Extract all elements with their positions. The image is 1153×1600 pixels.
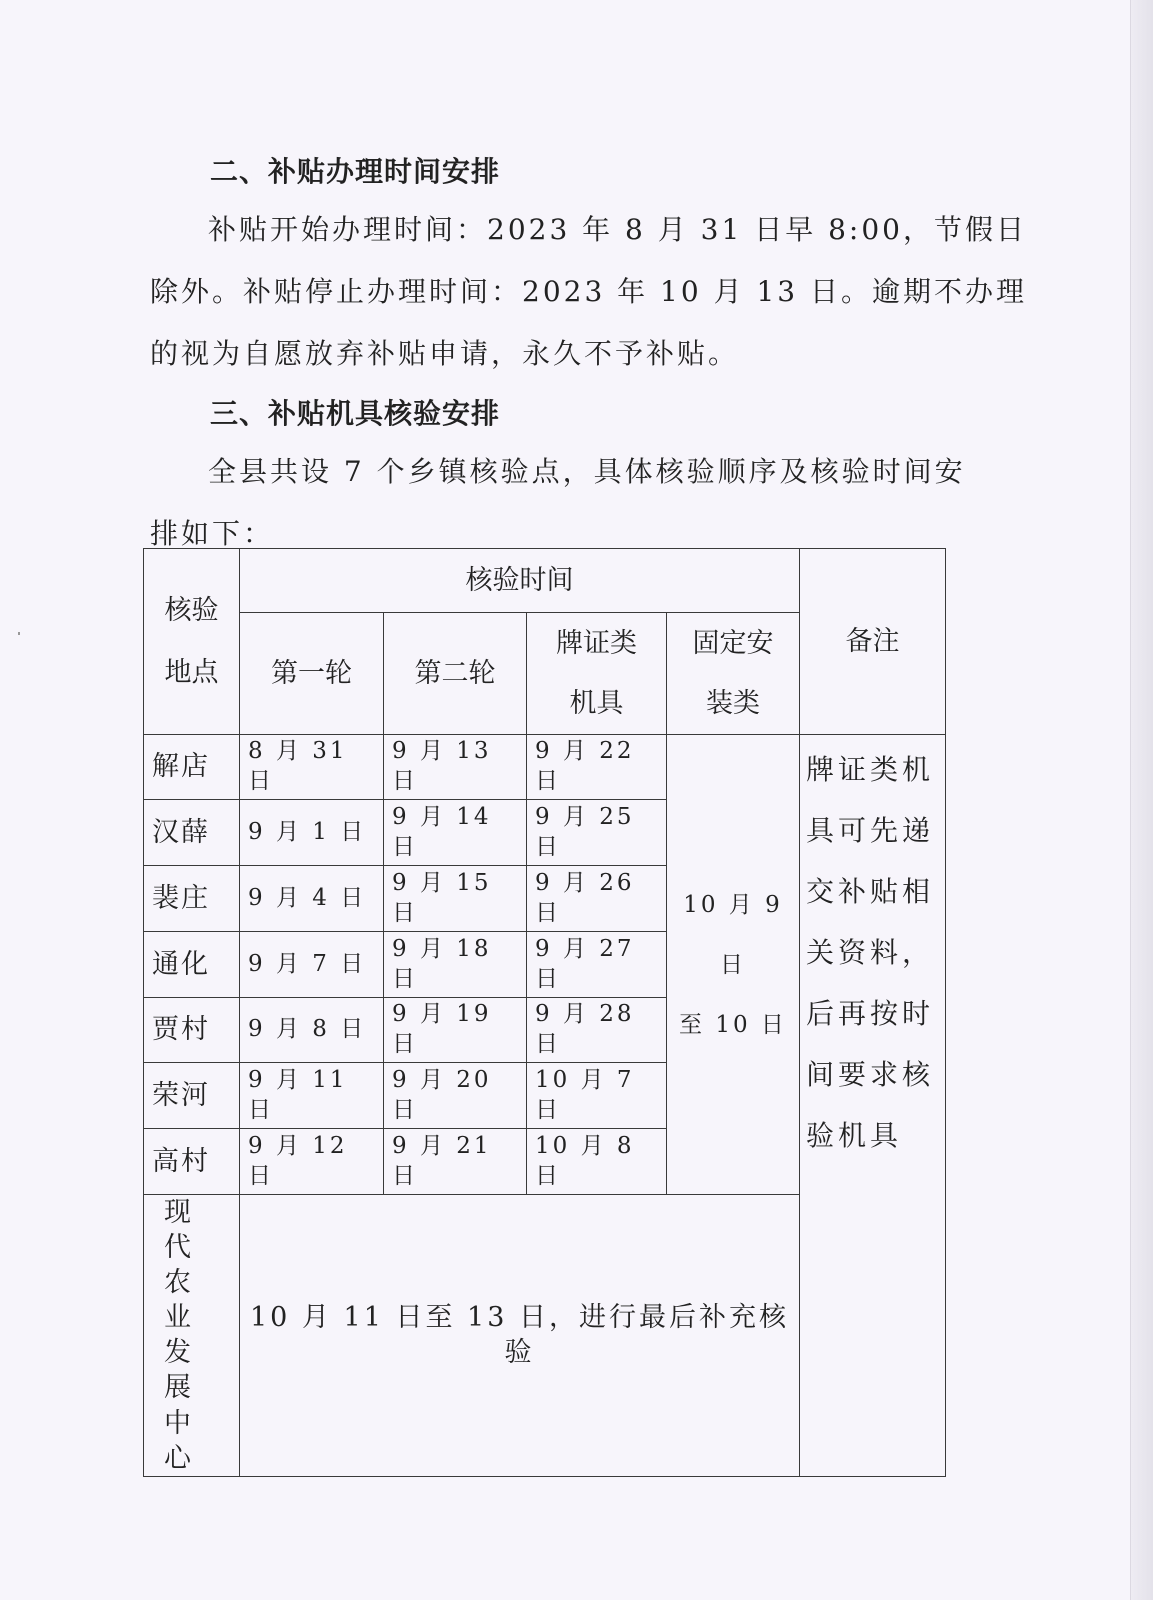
row-place: 通化 bbox=[144, 932, 240, 998]
header-location: 核验 地点 bbox=[144, 549, 240, 735]
row-place: 解店 bbox=[144, 735, 240, 800]
row-place: 贾村 bbox=[144, 998, 240, 1063]
row-round1: 9 月 4 日 bbox=[240, 866, 384, 932]
table-row bbox=[144, 735, 946, 800]
row-round2: 9 月 18 日 bbox=[384, 932, 527, 998]
row-plate: 10 月 7 日 bbox=[527, 1063, 667, 1129]
section3-line-2: 排如下： bbox=[150, 517, 275, 550]
header-round1: 第一轮 bbox=[240, 613, 384, 735]
row-place: 荣河 bbox=[144, 1063, 240, 1129]
section2-heading: 二、补贴办理时间安排 bbox=[210, 155, 501, 188]
scan-speck bbox=[18, 632, 20, 635]
section3-line-1: 全县共设 7 个乡镇核验点，具体核验顺序及核验时间安 bbox=[208, 455, 966, 488]
section3-heading: 三、补贴机具核验安排 bbox=[210, 397, 501, 430]
inspection-schedule-table bbox=[143, 548, 946, 1477]
row-plate: 9 月 22 日 bbox=[527, 735, 667, 800]
section2-line-3: 的视为自愿放弃补贴申请，永久不予补贴。 bbox=[150, 337, 740, 370]
header-remark: 备注 bbox=[800, 549, 946, 735]
row-place: 汉薛 bbox=[144, 800, 240, 866]
row-round2: 9 月 20 日 bbox=[384, 1063, 527, 1129]
row-round2: 9 月 21 日 bbox=[384, 1129, 527, 1195]
table-header-row-1 bbox=[144, 549, 946, 613]
header-time-group: 核验时间 bbox=[240, 549, 800, 613]
row-round2: 9 月 13 日 bbox=[384, 735, 527, 800]
page-edge bbox=[1130, 0, 1153, 1600]
remark-cell: 牌证类机 具可先递 交补贴相 关资料， 后再按时 间要求核 验机具 bbox=[800, 735, 946, 1477]
row-place: 高村 bbox=[144, 1129, 240, 1195]
row-plate: 9 月 26 日 bbox=[527, 866, 667, 932]
header-round2: 第二轮 bbox=[384, 613, 527, 735]
row-round2: 9 月 15 日 bbox=[384, 866, 527, 932]
row-plate: 9 月 25 日 bbox=[527, 800, 667, 866]
final-place: 现 代 农 业 发 展 中 心 bbox=[144, 1195, 240, 1477]
row-round1: 9 月 11 日 bbox=[240, 1063, 384, 1129]
header-plate: 牌证类 机具 bbox=[527, 613, 667, 735]
row-round1: 9 月 1 日 bbox=[240, 800, 384, 866]
row-plate: 10 月 8 日 bbox=[527, 1129, 667, 1195]
row-round1: 9 月 12 日 bbox=[240, 1129, 384, 1195]
section2-line-1: 补贴开始办理时间：2023 年 8 月 31 日早 8:00，节假日 bbox=[208, 213, 1027, 246]
row-plate: 9 月 28 日 bbox=[527, 998, 667, 1063]
section2-line-2: 除外。补贴停止办理时间：2023 年 10 月 13 日。逾期不办理 bbox=[150, 275, 1028, 308]
header-fixed: 固定安 装类 bbox=[667, 613, 800, 735]
row-plate: 9 月 27 日 bbox=[527, 932, 667, 998]
row-round1: 8 月 31 日 bbox=[240, 735, 384, 800]
row-place: 裴庄 bbox=[144, 866, 240, 932]
fixed-install-date: 10 月 9 日 至 10 日 bbox=[667, 735, 800, 1195]
row-round1: 9 月 8 日 bbox=[240, 998, 384, 1063]
row-round2: 9 月 14 日 bbox=[384, 800, 527, 866]
row-round2: 9 月 19 日 bbox=[384, 998, 527, 1063]
row-round1: 9 月 7 日 bbox=[240, 932, 384, 998]
final-note: 10 月 11 日至 13 日，进行最后补充核验 bbox=[240, 1195, 800, 1477]
